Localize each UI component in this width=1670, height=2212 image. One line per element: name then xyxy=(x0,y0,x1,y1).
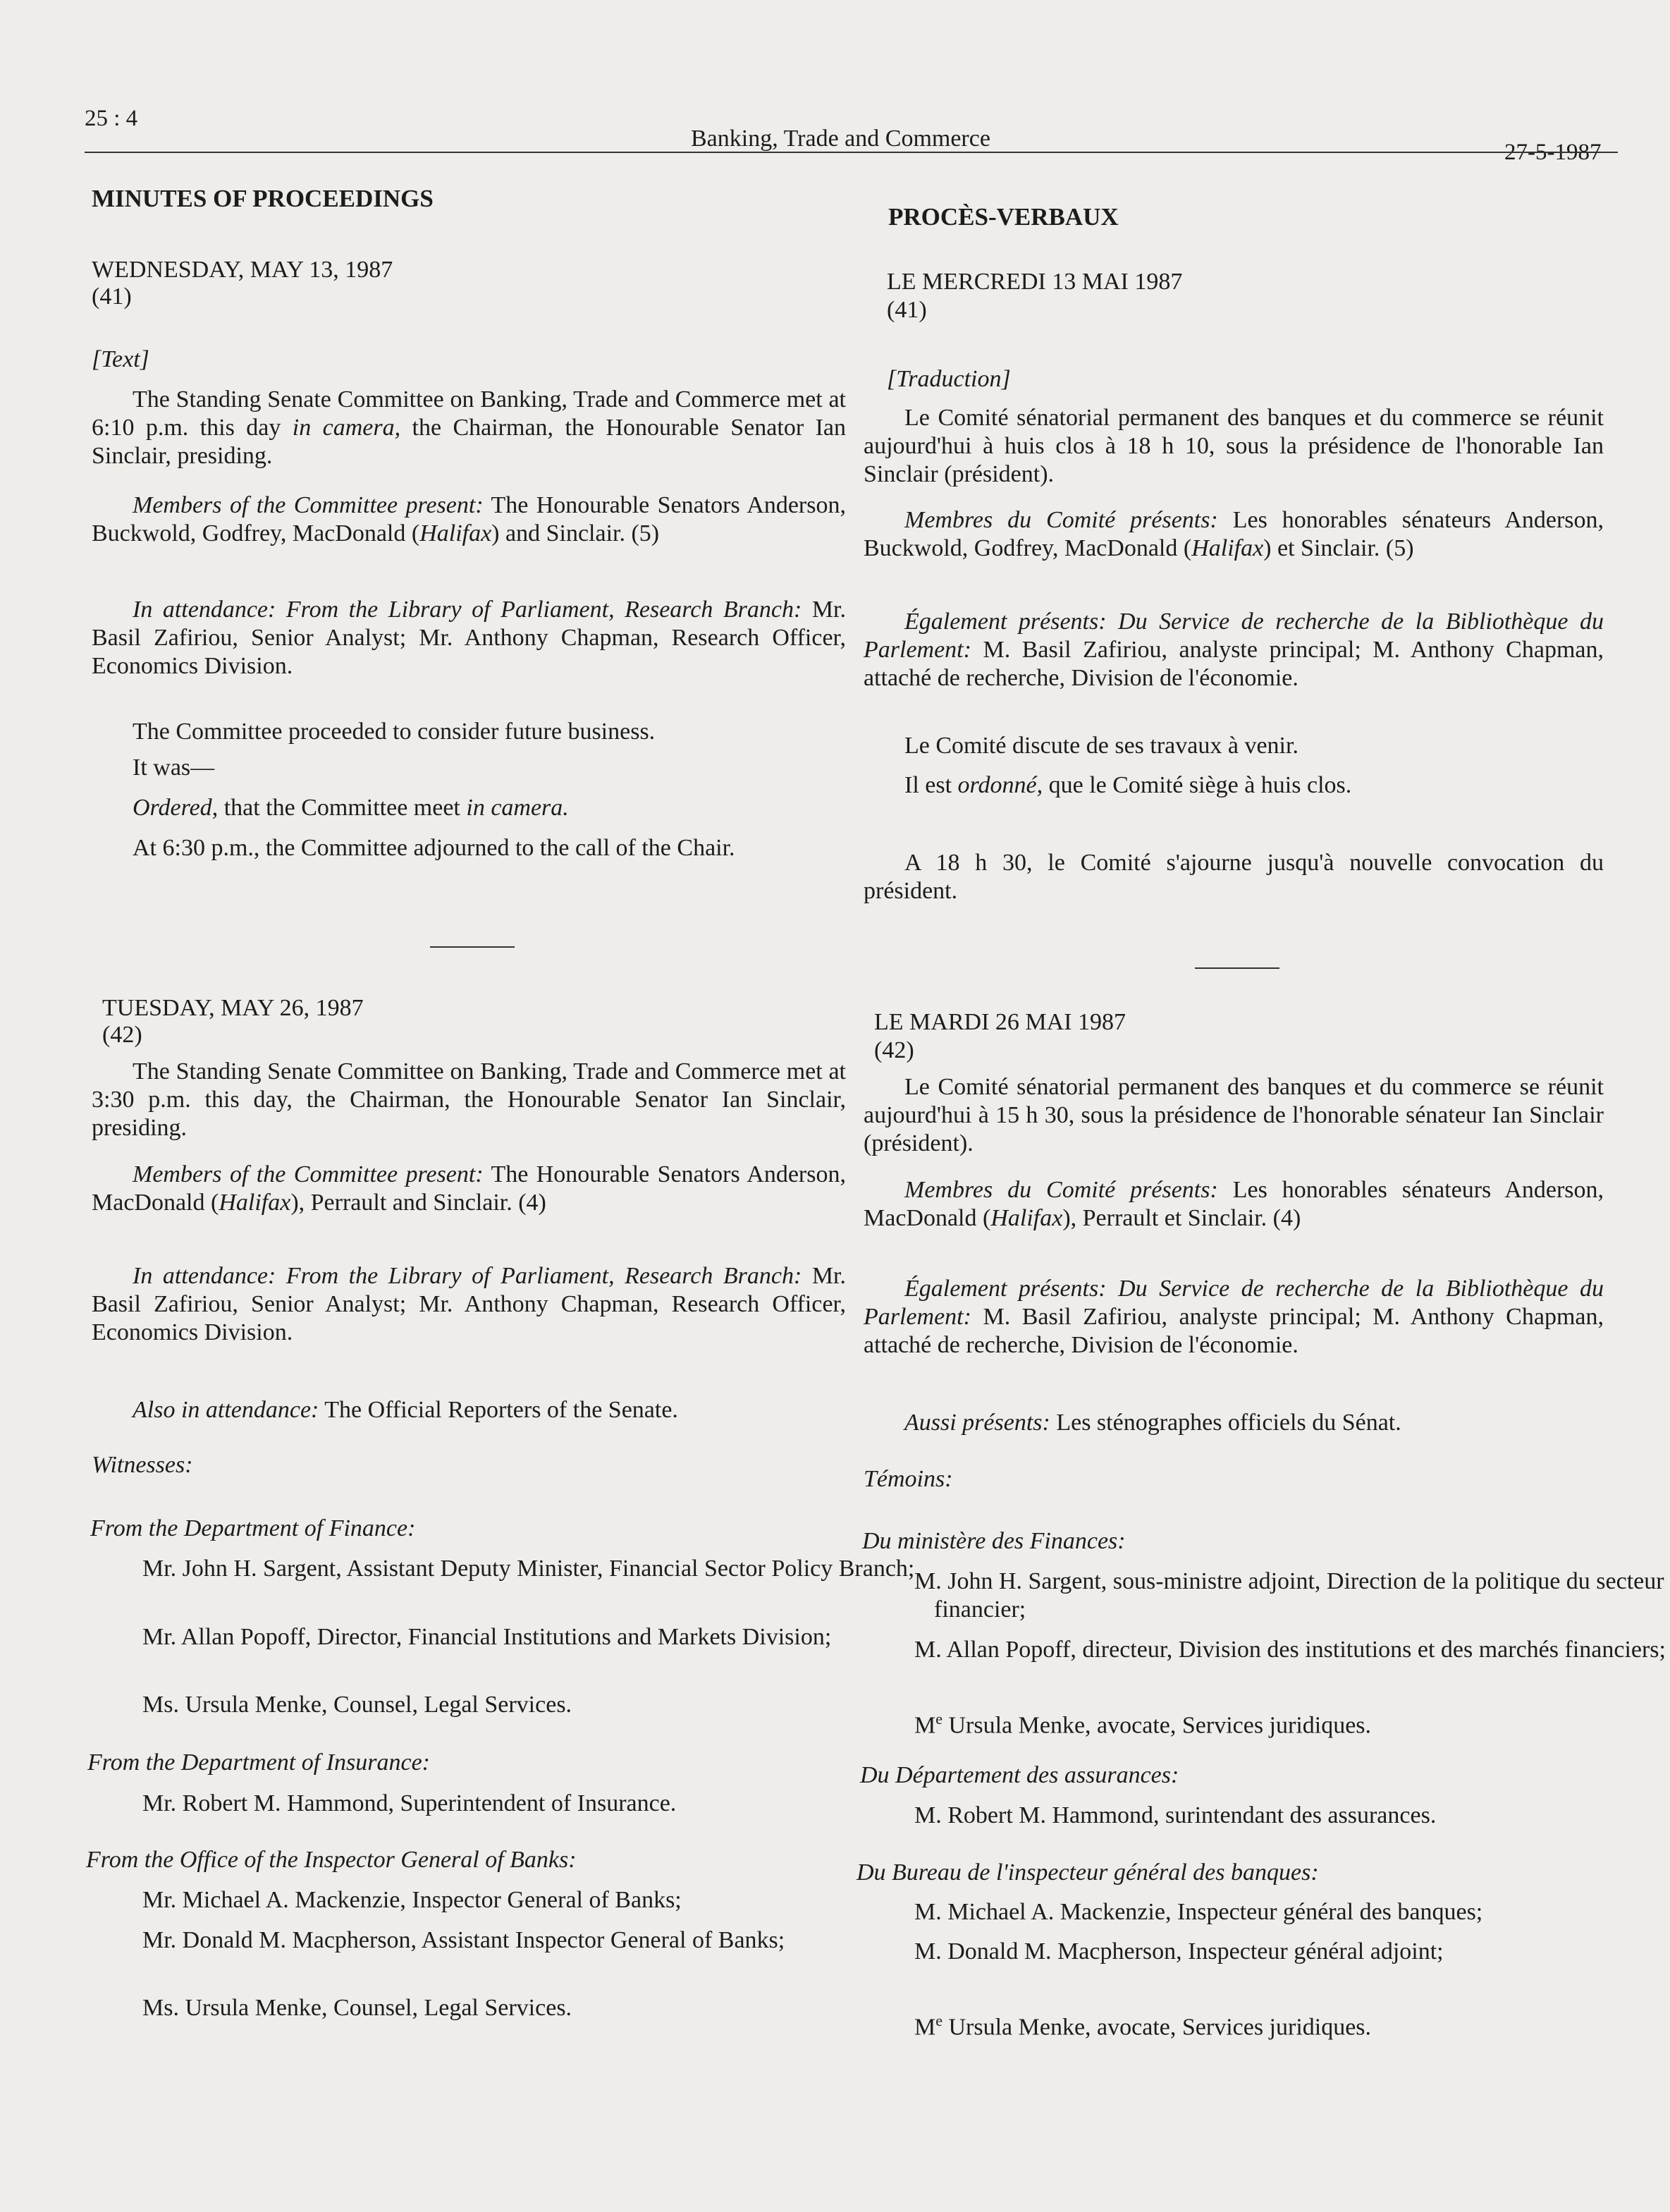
members-label: Membres du Comité présents: xyxy=(904,507,1218,533)
opening-paragraph xyxy=(92,386,846,470)
meeting-date: LE MARDI 26 MAI 1987 xyxy=(874,1009,1126,1035)
text-run: Ursula Menke, avocate, Services juridiques. xyxy=(943,2014,1372,2041)
text-run-italic: Ordered xyxy=(133,795,212,821)
members-label: Members of the Committee present: xyxy=(133,1161,484,1187)
text-tag: [Traduction] xyxy=(887,366,1011,392)
witness-entry: M. Donald M. Macpherson, Inspecteur général adjoint; xyxy=(914,1938,1444,1964)
attendance-label: In attendance: From the Library of Parliament, Research Branch: xyxy=(133,1263,802,1289)
opening-paragraph: The Standing Senate Committee on Banking, Trade and Commerce met at 3:30 p.m. this day, the Chairman, the Honourable Senator Ian Sinclair, presiding. xyxy=(92,1058,846,1141)
members-label: Members of the Committee present: xyxy=(133,492,484,518)
witness-entry: M. John H. Sargent, sous-ministre adjoint, Direction de la politique du secteur financier; xyxy=(914,1568,1664,1623)
members-present xyxy=(92,491,846,548)
text-run: Ursula Menke, avocate, Services juridiques. xyxy=(943,1712,1372,1739)
witness-entry xyxy=(864,1705,1670,1740)
meeting-date: LE MERCREDI 13 MAI 1987 xyxy=(887,269,1183,295)
in-attendance xyxy=(92,1262,846,1347)
also-label: Aussi présents: xyxy=(904,1410,1050,1436)
text-run: ), Perrault and Sinclair. (4) xyxy=(290,1190,546,1216)
text-run: M xyxy=(914,1712,936,1739)
also-in-attendance xyxy=(92,1396,846,1424)
section-heading: MINUTES OF PROCEEDINGS xyxy=(92,185,434,212)
in-attendance xyxy=(92,596,846,680)
business-paragraph: Le Comité discute de ses travaux à venir. xyxy=(904,733,1298,759)
header-date: 27-5-1987 xyxy=(1504,140,1602,165)
text-run: Les honorables sénateurs Anderson, Buckwold, Godfrey, MacDonald ( xyxy=(864,507,1604,561)
department-heading: From the Department of Finance: xyxy=(90,1515,416,1541)
text-run: M xyxy=(914,2014,936,2041)
witnesses-label: Witnesses: xyxy=(92,1452,193,1478)
meeting-number: (41) xyxy=(92,283,132,310)
section-divider xyxy=(430,946,515,948)
text-tag: [Text] xyxy=(92,346,149,372)
members-present xyxy=(864,1176,1604,1233)
witness-entry: Mr. Allan Popoff, Director, Financial Institutions and Markets Division; xyxy=(142,1624,832,1650)
text-run: Les honorables sénateurs Anderson, MacDonald ( xyxy=(864,1177,1604,1231)
text-run-italic: Halifax xyxy=(1191,535,1264,561)
text-run-italic: in camera, xyxy=(292,415,401,441)
in-attendance xyxy=(864,608,1604,692)
witness-entry: Mr. Michael A. Mackenzie, Inspector General of Banks; xyxy=(142,1887,682,1913)
text-run-italic: in camera. xyxy=(466,795,569,821)
adjourned-paragraph: A 18 h 30, le Comité s'ajourne jusqu'à nouvelle convocation du président. xyxy=(864,850,1604,904)
header-rule xyxy=(85,152,1618,153)
witness-entry: Ms. Ursula Menke, Counsel, Legal Services. xyxy=(142,1692,572,1718)
adjourned-paragraph: At 6:30 p.m., the Committee adjourned to the call of the Chair. xyxy=(133,835,735,861)
text-run: Mr. Basil Zafiriou, Senior Analyst; Mr. Anthony Chapman, Research Officer, Economics Division. xyxy=(92,1263,846,1345)
witness-entry: Mr. Donald M. Macpherson, Assistant Inspector General of Banks; xyxy=(142,1927,785,1953)
witness-entry: M. Michael A. Mackenzie, Inspecteur général des banques; xyxy=(914,1899,1483,1925)
text-run: Mr. Basil Zafiriou, Senior Analyst; Mr. Anthony Chapman, Research Officer, Economics Division. xyxy=(92,597,846,679)
text-run: the Chairman, the Honourable Senator Ian Sinclair, presiding. xyxy=(92,415,846,469)
department-heading: Du Département des assurances: xyxy=(860,1762,1179,1788)
text-run: , that the Committee meet xyxy=(211,795,467,821)
witness-entry: M. Robert M. Hammond, surintendant des assurances. xyxy=(914,1802,1437,1828)
text-run-italic: Halifax xyxy=(219,1190,291,1216)
text-run: The Standing Senate Committee on Banking, Trade and Commerce met at 6:10 p.m. this day xyxy=(92,386,846,441)
it-was-paragraph: It was— xyxy=(133,754,215,781)
text-run: Il est xyxy=(904,772,958,798)
text-run-italic: ordonné, xyxy=(957,772,1043,798)
text-run: Les sténographes officiels du Sénat. xyxy=(1050,1410,1401,1436)
text-run: ) and Sinclair. (5) xyxy=(491,520,660,546)
attendance-label: In attendance: From the Library of Parliament, Research Branch: xyxy=(133,597,802,623)
meeting-date: WEDNESDAY, MAY 13, 1987 xyxy=(92,257,393,283)
opening-paragraph: Le Comité sénatorial permanent des banques et du commerce se réunit aujourd'hui à huis clos à 18 h 10, sous la présidence de l'honorable Ian Sinclair (président). xyxy=(864,405,1604,487)
department-heading: Du ministère des Finances: xyxy=(862,1528,1126,1554)
text-run: The Honourable Senators Anderson, MacDonald ( xyxy=(92,1161,846,1216)
members-present xyxy=(864,506,1604,563)
superscript: e xyxy=(935,2012,943,2029)
text-run: M. Basil Zafiriou, analyste principal; M. Anthony Chapman, attaché de recherche, Division de l'économie. xyxy=(864,637,1604,691)
text-run: The Official Reporters of the Senate. xyxy=(319,1397,678,1423)
witness-entry: Mr. Robert M. Hammond, Superintendent of Insurance. xyxy=(142,1790,677,1816)
ordered-paragraph xyxy=(864,771,1604,800)
witness-entry: Ms. Ursula Menke, Counsel, Legal Services. xyxy=(142,1995,572,2021)
section-divider xyxy=(1195,967,1279,969)
members-present xyxy=(92,1161,846,1217)
text-run-italic: Halifax xyxy=(419,520,492,546)
superscript: e xyxy=(935,1710,943,1728)
members-label: Membres du Comité présents: xyxy=(904,1177,1218,1203)
text-run: que le Comité siège à huis clos. xyxy=(1043,772,1352,798)
text-run: ), Perrault et Sinclair. (4) xyxy=(1062,1205,1301,1231)
witness-entry: Mr. John H. Sargent, Assistant Deputy Minister, Financial Sector Policy Branch; xyxy=(142,1556,915,1582)
department-heading: From the Office of the Inspector General of Banks: xyxy=(86,1847,577,1873)
ordered-paragraph xyxy=(92,794,846,822)
meeting-number: (42) xyxy=(102,1022,142,1048)
section-heading: PROCÈS-VERBAUX xyxy=(888,203,1119,231)
department-heading: From the Department of Insurance: xyxy=(87,1749,430,1776)
opening-paragraph: Le Comité sénatorial permanent des banques et du commerce se réunit aujourd'hui à 15 h 30, sous la présidence de l'honorable sénateur Ian Sinclair (président). xyxy=(864,1074,1604,1156)
witness-entry: M. Allan Popoff, directeur, Division des institutions et des marchés financiers; xyxy=(914,1637,1666,1663)
meeting-number: (41) xyxy=(887,297,927,323)
text-run: ) et Sinclair. (5) xyxy=(1263,535,1414,561)
page-reference: 25 : 4 xyxy=(85,106,138,131)
witnesses-label: Témoins: xyxy=(864,1466,953,1492)
witness-entry xyxy=(864,2007,1670,2041)
text-run: The Honourable Senators Anderson, Buckwold, Godfrey, MacDonald ( xyxy=(92,492,846,546)
attendance-label: Également présents: Du Service de recherche de la Bibliothèque du Parlement: xyxy=(864,609,1604,663)
text-run-italic: Halifax xyxy=(990,1205,1063,1231)
also-in-attendance xyxy=(864,1409,1604,1437)
meeting-date: TUESDAY, MAY 26, 1987 xyxy=(102,995,364,1021)
in-attendance xyxy=(864,1275,1604,1359)
meeting-number: (42) xyxy=(874,1037,914,1063)
business-paragraph: The Committee proceeded to consider future business. xyxy=(133,719,656,745)
attendance-label: Également présents: Du Service de recherche de la Bibliothèque du Parlement: xyxy=(864,1276,1604,1330)
department-heading: Du Bureau de l'inspecteur général des banques: xyxy=(857,1859,1319,1886)
also-label: Also in attendance: xyxy=(133,1397,319,1423)
running-title: Banking, Trade and Commerce xyxy=(691,126,990,152)
text-run: M. Basil Zafiriou, analyste principal; M. Anthony Chapman, attaché de recherche, Division de l'économie. xyxy=(864,1304,1604,1358)
